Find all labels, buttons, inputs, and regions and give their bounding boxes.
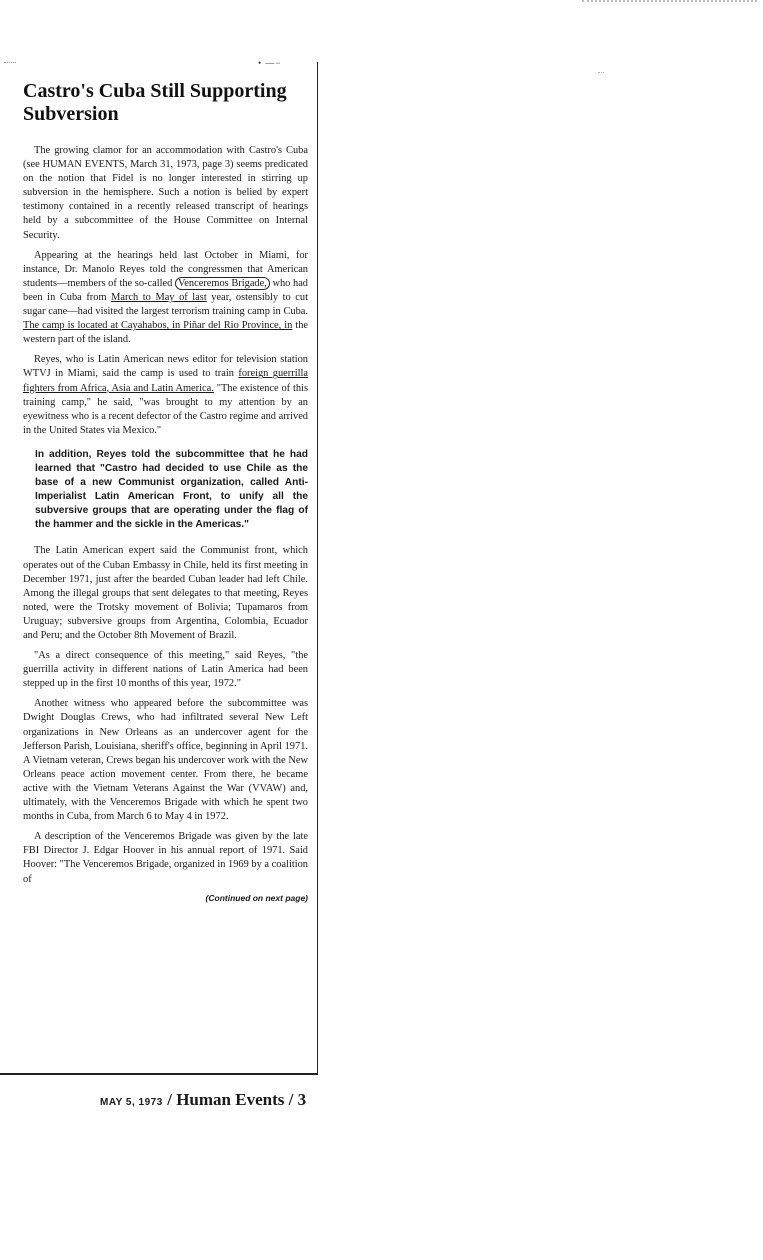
paragraph: The growing clamor for an accommodation with Castro's Cuba (see HUMAN EVENTS, March 31, 1973, page 3) seems predicated on the notion that Fidel is no longer interested in stirring up subversion in the hemisphere. Such a notion is belied by expert testimony contained in a recently released transcript of hearings held by a subcommittee of the House Committee on Internal Security.	[23, 145, 308, 241]
headline: Castro's Cuba Still Supporting Subversion	[23, 80, 287, 125]
text-run: the western part of the island.	[23, 320, 308, 346]
paragraph: The Latin American expert said the Communist front, which operates out of the Cuban Embassy in Chile, held its first meeting in December 1971, just after the bearded Cuban leader had left Chile. Among the illegal groups that sent delegates to that meeting, Reyes noted, were the Trotsky movement of Bolivia; Tupamaros from Uruguay; subversive groups from Argentina, Colombia, Ecuador and Peru; and the October 8th Movement of Brazil.	[23, 545, 308, 641]
circled-phrase: Venceremos Brigade,	[175, 277, 270, 290]
text-run: Reyes, who is Latin American news editor for television station WTVJ in Miami, said the camp is used to train	[23, 354, 308, 380]
scan-artifact-left	[4, 62, 16, 65]
paragraph: Another witness who appeared before the subcommittee was Dwight Douglas Crews, who had infiltrated several New Left organizations in New Orleans as an undercover agent for the Jefferson Parish, Louisiana, sheriff's office, beginning in April 1971. A Vietnam veteran, Crews began his undercover work with the New Orleans peace action movement center. From there, he became active with the Vietnam Veterans Against the War (VVAW) and, ultimately, with the Venceremos Brigade with which he spent two months in Cuba, from March 6 to May 4 in 1972.	[23, 698, 308, 823]
scan-artifact-dots	[582, 0, 757, 6]
paragraph: A description of the Venceremos Brigade was given by the late FBI Director J. Edgar Hoover in his annual report of 1971. Said Hoover: "The Venceremos Brigade, organized in 1969 by a coalition of	[23, 831, 308, 885]
paragraph: "As a direct consequence of this meeting," said Reyes, "the guerrilla activity in different nations of Latin America had been stepped up in the first 10 months of this year, 1972."	[23, 650, 308, 690]
article	[23, 80, 308, 903]
issue-date: MAY 5, 1973	[100, 1097, 163, 1108]
paragraph	[23, 249, 308, 348]
text-run: who had been in Cuba from	[23, 277, 309, 303]
paragraph	[23, 353, 308, 438]
text-run: "The existence of this training camp," he said, "was brought to my attention by an eyewitness who is a recent defector of the Castro regime and arrived in the United States via Mexico."	[23, 382, 308, 436]
text-run: year, ostensibly to cut sugar cane—had visited the largest terrorism training camp in Cuba.	[23, 291, 308, 318]
text-run: Appearing at the hearings held last October in Miami, for instance, Dr. Manolo Reyes told the congressmen that American students—members of the so-called	[23, 249, 308, 289]
pull-quote: In addition, Reyes told the subcommittee that he had learned that "Castro had decided to use Chile as the base of a new Communist organization, called Anti-Imperialist Latin American Front, to unify all the subversive groups that are operating under the flag of the hammer and the sickle in the Americas."	[35, 448, 308, 531]
masthead-page-number: / Human Events / 3	[167, 1090, 307, 1109]
underlined-phrase: foreign guerrilla fighters from Africa, Asia and Latin America.	[23, 368, 308, 394]
scan-artifact-right	[598, 72, 604, 75]
continued-note: (Continued on next page)	[205, 892, 308, 903]
underlined-phrase: The camp is located at Cayahabos, in Piñar del Rio Province, in	[23, 320, 293, 332]
margin-mark: • —−	[258, 58, 282, 68]
column-rule	[317, 62, 318, 1074]
underlined-phrase: March to May of last	[111, 291, 207, 303]
page-footer	[100, 1090, 340, 1110]
bottom-rule	[0, 1073, 318, 1075]
